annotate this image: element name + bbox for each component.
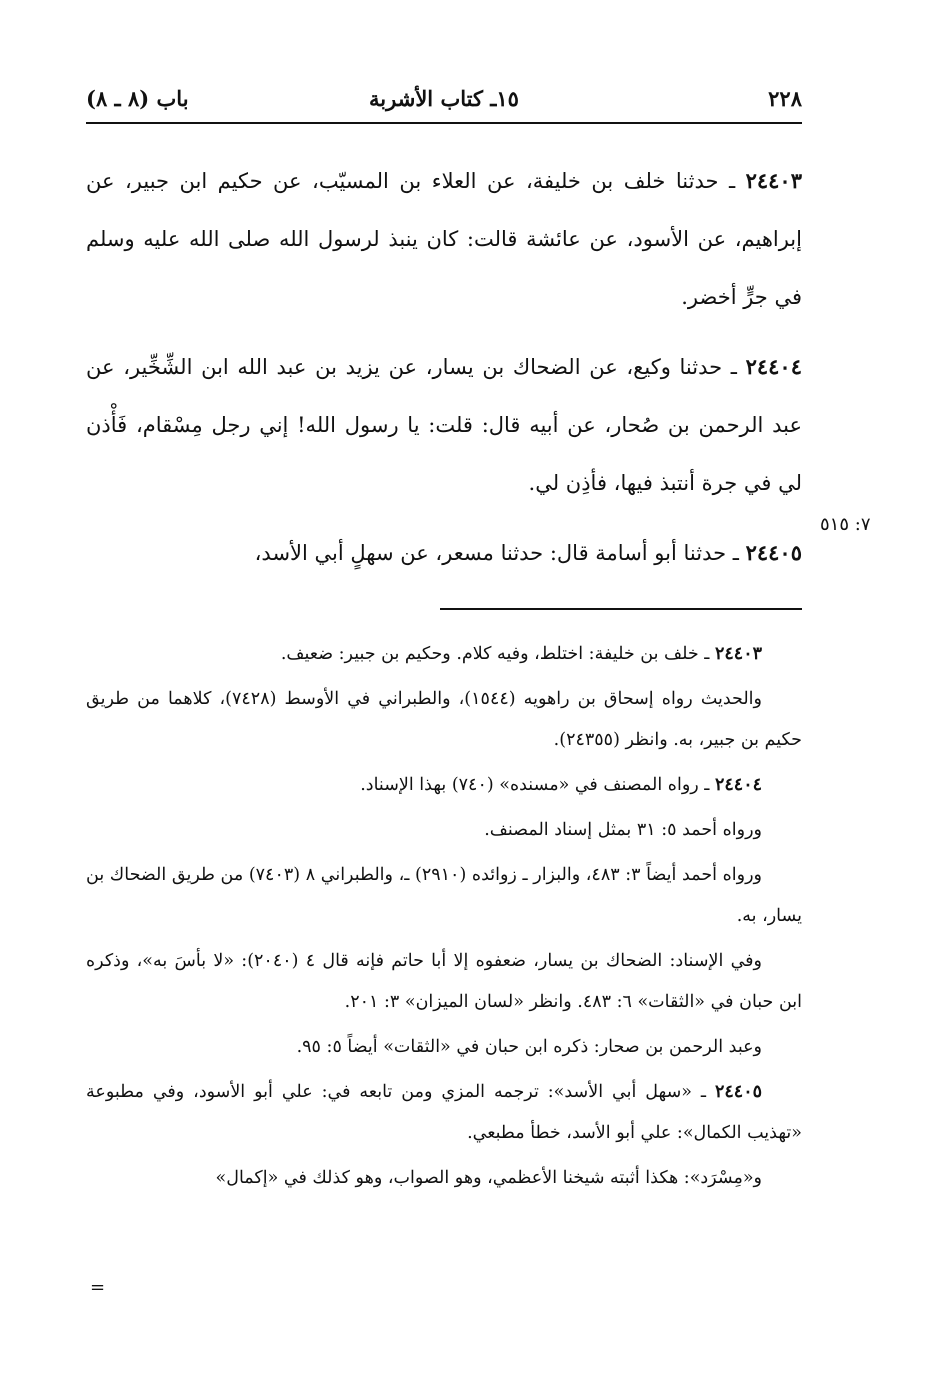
footnote xyxy=(86,1027,802,1068)
hadith-text: ـ حدثنا أبو أسامة قال: حدثنا مسعر، عن سهلٍ أبي الأسد، xyxy=(254,541,746,565)
footnote xyxy=(86,679,802,761)
footnote xyxy=(86,810,802,851)
footnote-text: وعبد الرحمن بن صحار: ذكره ابن حبان في «الثقات» أيضاً ٥: ٩٥. xyxy=(296,1037,762,1057)
hadith-number: ٢٤٤٠٣ xyxy=(745,168,802,193)
footnote-text: ـ «سهل أبي الأسد»: ترجمه المزي ومن تابعه في: علي أبو الأسود، وفي مطبوعة «تهذيب الكمال»: علي أبو الأسد، خطأ مطبعي. xyxy=(86,1082,802,1143)
hadith-24405 xyxy=(86,524,802,582)
continuation-mark: = xyxy=(90,1277,106,1298)
footnote-text: ورواه أحمد أيضاً ٣: ٤٨٣، والبزار ـ زوائده (٢٩١٠) ـ، والطبراني ٨ (٧٤٠٣) من طريق الضحاك بن يسار، به. xyxy=(86,865,802,926)
footnote-text: ـ رواه المصنف في «مسنده» (٧٤٠) بهذا الإسناد. xyxy=(360,775,715,795)
hadith-24404 xyxy=(86,338,802,512)
hadith-text: ـ حدثنا خلف بن خليفة، عن العلاء بن المسيّب، عن حكيم ابن جبير، عن إبراهيم، عن الأسود، عن عائشة قالت: كان ينبذ لرسول الله صلى الله عليه وسلم في جرٍّ أخضر. xyxy=(86,169,802,309)
hadith-24403 xyxy=(86,152,802,326)
footnote xyxy=(86,634,802,675)
hadith-number: ٢٤٤٠٤ xyxy=(745,354,802,379)
footnote-number: ٢٤٤٠٣ xyxy=(715,644,762,664)
footnote xyxy=(86,941,802,1023)
hadith-text: ـ حدثنا وكيع، عن الضحاك بن يسار، عن يزيد بن عبد الله ابن الشِّخِّير، عن عبد الرحمن بن صُحار، عن أبيه قال: قلت: يا رسول الله! إني رجل مِسْقام، فَأْذن لي في جرة أنتبذ فيها، فأذِن لي. xyxy=(86,355,802,495)
footnote xyxy=(86,855,802,937)
footnote-number: ٢٤٤٠٥ xyxy=(715,1082,762,1102)
footnote-number: ٢٤٤٠٤ xyxy=(715,775,762,795)
main-text xyxy=(86,152,802,594)
footnotes xyxy=(86,634,802,1203)
footnote-text: و«مِسْرَد»: هكذا أثبته شيخنا الأعظمي، وهو الصواب، وهو كذلك في «إكمال» xyxy=(215,1168,762,1188)
footnote xyxy=(86,765,802,806)
running-header xyxy=(86,80,802,120)
header-rule xyxy=(86,122,802,124)
book-title: ١٥ـ كتاب الأشربة xyxy=(369,86,519,111)
footnote-text: ـ خلف بن خليفة: اختلط، وفيه كلام. وحكيم بن جبير: ضعيف. xyxy=(280,644,715,664)
footnote-rule xyxy=(440,608,802,610)
page-number: ٢٢٨ xyxy=(768,86,802,111)
footnote-text: والحديث رواه إسحاق بن راهويه (١٥٤٤)، والطبراني في الأوسط (٧٤٢٨)، كلاهما من طريق حكيم بن جبير، به. وانظر (٢٤٣٥٥). xyxy=(86,689,802,750)
footnote xyxy=(86,1158,802,1199)
chapter-label: باب (٨ ـ ٨) xyxy=(86,86,189,111)
footnote-text: وفي الإسناد: الضحاك بن يسار، ضعفوه إلا أبا حاتم فإنه قال ٤ (٢٠٤٠): «لا بأسَ به»، وذكره ابن حبان في «الثقات» ٦: ٤٨٣. وانظر «لسان الميزان» ٣: ٢٠١. xyxy=(86,951,802,1012)
footnote xyxy=(86,1072,802,1154)
margin-reference: ٧: ٥١٥ xyxy=(820,514,871,535)
footnote-text: ورواه أحمد ٥: ٣١ بمثل إسناد المصنف. xyxy=(484,820,762,840)
hadith-number: ٢٤٤٠٥ xyxy=(745,540,802,565)
